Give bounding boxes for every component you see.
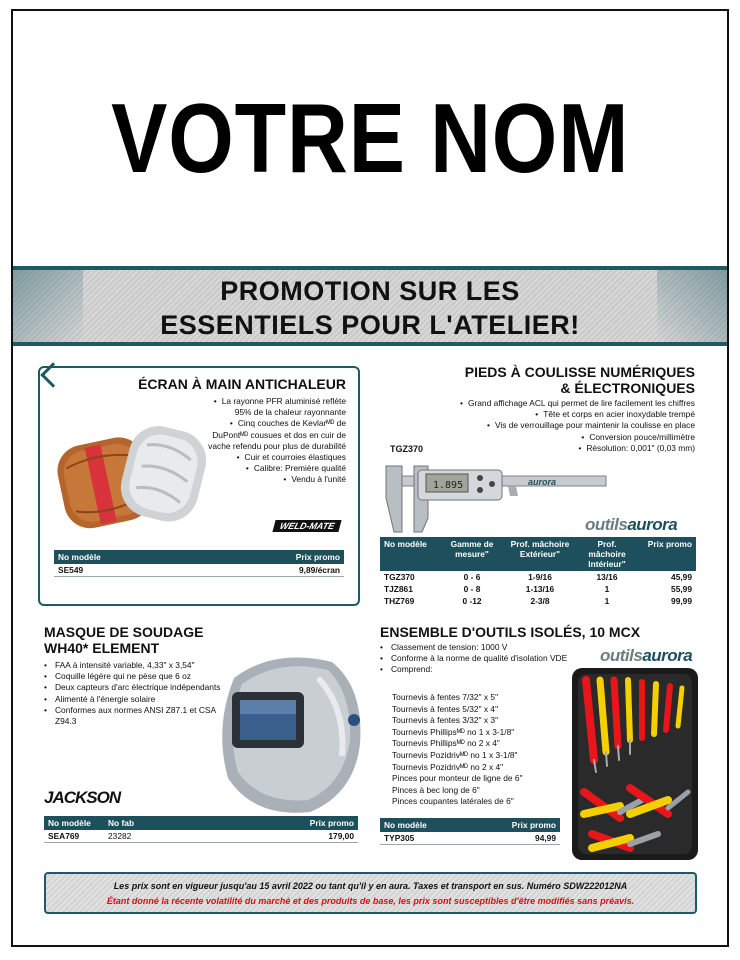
list-item: Tournevis Phillipsᴹᴰ no 2 x 4" (392, 738, 500, 749)
cell-range: 0 -12 (462, 596, 482, 606)
outils-aurora-logo-calipers: outilsaurora (585, 515, 678, 534)
cell-model: TYP305 (380, 832, 469, 845)
list-item: Tournevis à fentes 7/32" x 5" (392, 692, 499, 702)
name-title: VOTRE NOM (110, 82, 630, 193)
name-area (13, 11, 727, 265)
table-row (380, 832, 560, 845)
cell-model: THZ769 (384, 596, 415, 606)
feature-item: • Conformes aux normes ANSI Z87.1 et CSA Z94.3 (44, 705, 224, 727)
feature-item: • Tête et corps en acier inoxydable trempé (375, 409, 695, 420)
tool-set-price-table (380, 818, 560, 845)
feature-item: • Conversion pouce/millimètre (375, 432, 695, 443)
header-price: Prix promo (469, 818, 560, 832)
footer-disclaimer (44, 872, 697, 914)
feature-item: • Alimenté à l'énergie solaire (44, 694, 224, 705)
table-row (44, 830, 358, 843)
tool-set-image (572, 668, 698, 860)
promo-banner (13, 266, 727, 346)
cell-price: 179,00 (224, 830, 358, 843)
calipers-title-line1: PIEDS À COULISSE NUMÉRIQUES (464, 364, 695, 380)
tool-set-features (380, 642, 570, 676)
feature-item: • Conforme à la norme de qualité d'isolation VDE (380, 653, 570, 664)
feature-item: • Résolution: 0,001" (0,03 mm) (375, 443, 695, 454)
cell-int: 1 (604, 596, 610, 606)
feature-item: • Vendu à l'unité (198, 474, 346, 485)
cell-price: 55,99 (671, 584, 692, 594)
header-price: Prix promo (199, 550, 344, 564)
banner-title-line1: PROMOTION SUR LES (220, 276, 520, 306)
feature-item: • Vis de verrouillage pour maintenir la coulisse en place (375, 420, 695, 431)
helmet-price-table (44, 816, 358, 843)
cell-price: 94,99 (469, 832, 560, 845)
feature-item: • Coquille légère qui ne pèse que 6 oz (44, 671, 224, 682)
table-row (54, 564, 344, 577)
helmet-features (44, 660, 224, 727)
list-item: Tournevis Pozidrivᴹᴰ no 2 x 4" (392, 761, 504, 772)
feature-item: • La rayonne PFR aluminisé reflète 95% de la chaleur rayonnante (198, 396, 346, 418)
header-range: Gamme de mesure" (438, 537, 506, 571)
header-model: No modèle (44, 816, 104, 830)
cell-int: 13/16 (596, 572, 618, 582)
feature-item: • Cuir et courroies élastiques (198, 452, 346, 463)
calipers-image-label: TGZ370 (390, 444, 424, 454)
list-item: Tournevis à fentes 5/32" x 4" (392, 703, 499, 714)
cell-range: 0 - 8 (463, 584, 481, 594)
heat-shield-image (54, 420, 214, 538)
list-item: Pinces à bec long de 6" (392, 784, 480, 795)
table-row (380, 583, 696, 595)
cell-price: 45,99 (671, 572, 692, 582)
weld-mate-logo: WELD-MATE (272, 520, 342, 532)
calipers-price-table (380, 537, 696, 607)
cell-model: SEA769 (44, 830, 104, 843)
cell-fab: 23282 (104, 830, 224, 843)
header-price: Prix promo (640, 537, 696, 571)
table-row (380, 595, 696, 607)
list-item: Tournevis Phillipsᴹᴰ no 1 x 3-1/8" (392, 726, 515, 737)
feature-item: • Classement de tension: 1000 V (380, 642, 570, 653)
list-item: Pinces coupantes latérales de 6" (392, 796, 514, 807)
header-fab: No fab (104, 816, 224, 830)
footer-validity-text: Les prix sont en vigueur jusqu'au 15 avril 2022 ou tant qu'il y en aura. Taxes et transport en sus. Numéro SDW222012NA (113, 881, 628, 891)
cell-model: TJZ861 (384, 584, 413, 594)
header-int: Prof. mâchoire Intérieur" (574, 537, 640, 571)
calipers-title-line2: & ÉLECTRONIQUES (560, 380, 695, 396)
list-item: Tournevis Pozidrivᴹᴰ no 1 x 3-1/8" (392, 749, 518, 760)
cell-price: 9,89/écran (199, 564, 344, 577)
helmet-title-line1: MASQUE DE SOUDAGE (44, 624, 204, 640)
header-model: No modèle (380, 818, 469, 832)
product-title-heat-shield: ÉCRAN À MAIN ANTICHALEUR (138, 376, 346, 392)
banner-title-line2: ESSENTIELS POUR L'ATELIER! (160, 310, 580, 340)
list-item: Tournevis à fentes 3/32" x 3" (392, 715, 499, 726)
product-box-heat-shield (38, 366, 360, 606)
tool-set-contents (392, 692, 572, 808)
cell-int: 1 (604, 584, 610, 594)
cell-range: 0 - 6 (463, 572, 481, 582)
feature-item: • Grand affichage ACL qui permet de lire facilement les chiffres (375, 398, 695, 409)
cell-price: 99,99 (671, 596, 692, 606)
header-model: No modèle (54, 550, 199, 564)
feature-item: • Cinq couches de Kevlarᴹᴰ de DuPontᴹᴰ cousues et dos en cuir de vache refendu pour plus de durabilité (198, 418, 346, 452)
outils-aurora-logo-tools: outilsaurora (600, 646, 693, 665)
header-model: No modèle (380, 537, 438, 571)
feature-item: • FAA à intensité variable, 4,33" x 3,54" (44, 660, 224, 671)
cell-model: SE549 (54, 564, 199, 577)
heat-shield-price-table (54, 550, 344, 577)
cell-ext: 1-9/16 (528, 572, 552, 582)
caliper-brand-text: aurora (528, 477, 557, 487)
cell-ext: 1-13/16 (525, 584, 555, 594)
footer-volatility-warning: Étant donné la récente volatilité du marché et des produits de base, les prix sont susceptibles d'être modifiés sans préavis. (106, 896, 635, 906)
header-price: Prix promo (224, 816, 358, 830)
calipers-display-readout: 1.895 (433, 480, 464, 491)
product-title-helmet (44, 624, 203, 656)
corner-accent-icon (40, 362, 65, 387)
feature-item: • Deux capteurs d'arc électrique indépendants (44, 682, 224, 693)
product-title-calipers (465, 364, 695, 396)
jackson-logo: JACKSON (44, 788, 121, 807)
calipers-image (378, 458, 616, 534)
list-item: Pinces pour monteur de ligne de 6" (392, 773, 523, 784)
helmet-title-line2: WH40* ELEMENT (44, 640, 160, 656)
header-ext: Prof. mâchoire Extérieur" (506, 537, 574, 571)
feature-item: • Comprend: (380, 664, 570, 675)
welding-helmet-image (214, 648, 366, 816)
heat-shield-features (198, 396, 346, 486)
feature-item: • Calibre: Première qualité (198, 463, 346, 474)
table-row (380, 571, 696, 583)
cell-ext: 2-3/8 (530, 596, 550, 606)
product-title-tool-set: ENSEMBLE D'OUTILS ISOLÉS, 10 MCX (380, 624, 641, 640)
cell-model: TGZ370 (384, 572, 415, 582)
